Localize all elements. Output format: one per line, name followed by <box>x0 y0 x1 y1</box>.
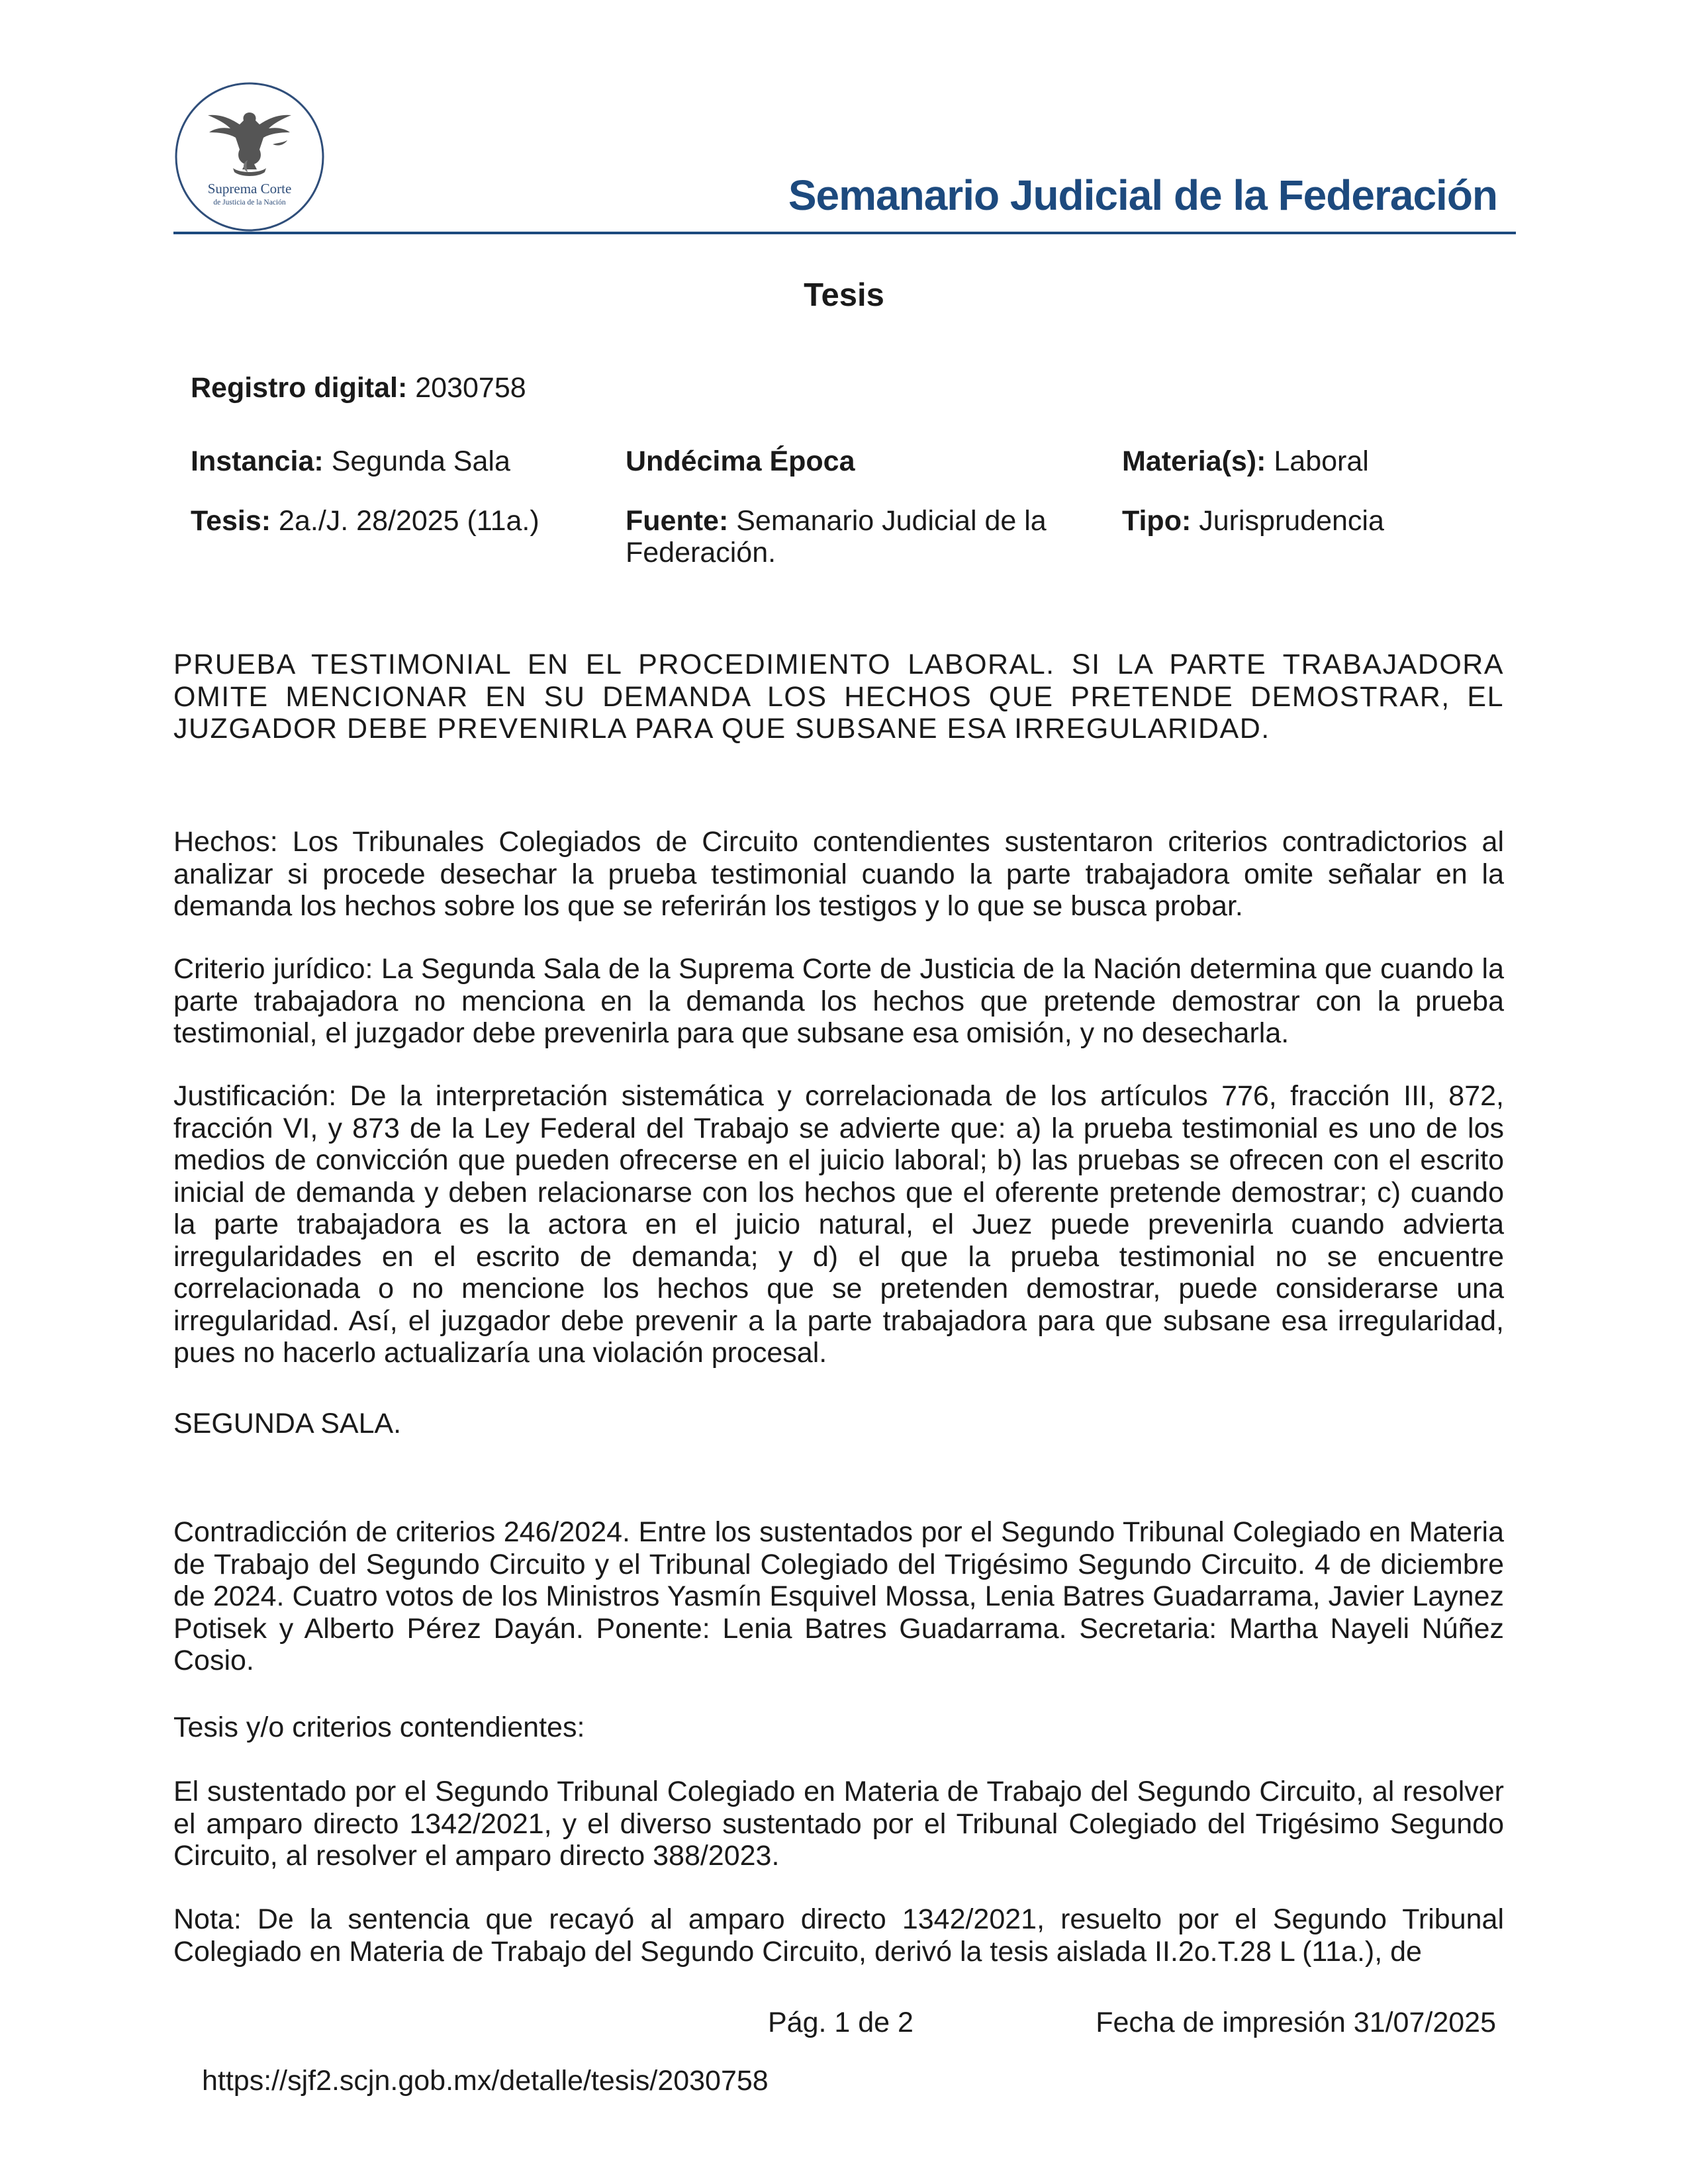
tipo-value: Jurisprudencia <box>1199 505 1384 537</box>
tipo-label: Tipo: <box>1122 505 1192 537</box>
materia-label: Materia(s): <box>1122 445 1266 477</box>
sala-paragraph: SEGUNDA SALA. <box>173 1408 402 1439</box>
tesis-value: 2a./J. 28/2025 (11a.) <box>279 505 539 537</box>
page-number: Pág. 1 de 2 <box>768 2007 914 2038</box>
epoca <box>626 445 1089 477</box>
contendientes-paragraph: El sustentado por el Segundo Tribunal Colegiado en Materia de Trabajo del Segundo Circuito, al resolver el amparo directo 1342/2021, y el diverso sustentado por el Tribunal Colegiado del Trigésimo Segundo Circuito, al resolver el amparo directo 388/2023. <box>173 1776 1504 1872</box>
registro-value: 2030758 <box>415 372 526 404</box>
materia-value: Laboral <box>1274 445 1369 477</box>
materia <box>1122 445 1369 477</box>
logo-text-2: de Justicia de la Nación <box>213 199 286 206</box>
tesis-number <box>191 505 539 537</box>
instancia-label: Instancia: <box>191 445 324 477</box>
scjn-logo <box>173 81 326 233</box>
criterio-paragraph: Criterio jurídico: La Segunda Sala de la Suprema Corte de Justicia de la Nación determina que cuando la parte trabajadora no menciona en la demanda los hechos que pretende demostrar con la prueba testimonial, el juzgador debe prevenirla para que subsane esa omisión, y no desecharla. <box>173 953 1504 1049</box>
epoca-value: Undécima Época <box>626 445 855 477</box>
nota-paragraph: Nota: De la sentencia que recayó al amparo directo 1342/2021, resuelto por el Segundo Tribunal Colegiado en Materia de Trabajo del Segundo Circuito, derivó la tesis aislada II.2o.T.28 L (11a.), de <box>173 1903 1504 1968</box>
print-date: Fecha de impresión 31/07/2025 <box>1096 2007 1496 2038</box>
justificacion-paragraph: Justificación: De la interpretación sistemática y correlacionada de los artículos 776, fracción III, 872, fracción VI, y 873 de la Ley Federal del Trabajo se advierte que: a) la prueba testimonial es uno de los medios de convicción que pueden ofrecerse en el juicio laboral; b) las pruebas se ofrecen con el escrito inicial de demanda y deben relacionarse con los hechos que el oferente pretende demostrar; c) cuando la parte trabajadora es la actora en el juicio natural, el Juez puede prevenirla cuando advierta irregularidades en el escrito de demanda; y d) el que la prueba testimonial no se encuentre correlacionada o no mencione los hechos que se pretenden demostrar, puede considerarse una irregularidad. Así, el juzgador debe prevenir a la parte trabajadora para que subsane esa irregularidad, pues no hacerlo actualizaría una violación procesal. <box>173 1080 1504 1369</box>
rubro-title: PRUEBA TESTIMONIAL EN EL PROCEDIMIENTO LABORAL. SI LA PARTE TRABAJADORA OMITE MENCIONAR EN SU DEMANDA LOS HECHOS QUE PRETENDE DEMOSTRAR, EL JUZGADOR DEBE PREVENIRLA PARA QUE SUBSANE ESA IRREGULARIDAD. <box>173 649 1504 745</box>
registro-digital <box>191 372 526 404</box>
tipo <box>1122 505 1384 537</box>
document-type-heading: Tesis <box>804 277 884 313</box>
instancia <box>191 445 510 477</box>
contendientes-heading: Tesis y/o criterios contendientes: <box>173 1711 585 1743</box>
eagle-emblem-icon <box>208 113 291 176</box>
registro-label: Registro digital: <box>191 372 408 404</box>
logo-text-1: Suprema Corte <box>207 181 292 197</box>
instancia-value: Segunda Sala <box>331 445 510 477</box>
fuente <box>626 505 1089 569</box>
fuente-label: Fuente: <box>626 505 729 537</box>
header-divider <box>173 232 1516 234</box>
hechos-paragraph: Hechos: Los Tribunales Colegiados de Circuito contendientes sustentaron criterios contradictorios al analizar si procede desechar la prueba testimonial cuando la parte trabajadora omite señalar en la demanda los hechos sobre los que se referirán los testigos y lo que se busca probar. <box>173 826 1504 922</box>
site-title: Semanario Judicial de la Federación <box>788 171 1497 219</box>
contradiccion-paragraph: Contradicción de criterios 246/2024. Entre los sustentados por el Segundo Tribunal Colegiado en Materia de Trabajo del Segundo Circuito y el Tribunal Colegiado del Trigésimo Segundo Circuito. 4 de diciembre de 2024. Cuatro votos de los Ministros Yasmín Esquivel Mossa, Lenia Batres Guadarrama, Javier Laynez Potisek y Alberto Pérez Dayán. Ponente: Lenia Batres Guadarrama. Secretaria: Martha Nayeli Núñez Cosio. <box>173 1516 1504 1676</box>
fuente-value: Semanario Judicial de la Federación. <box>626 505 1047 569</box>
source-url: https://sjf2.scjn.gob.mx/detalle/tesis/2030758 <box>202 2065 769 2097</box>
tesis-label: Tesis: <box>191 505 271 537</box>
